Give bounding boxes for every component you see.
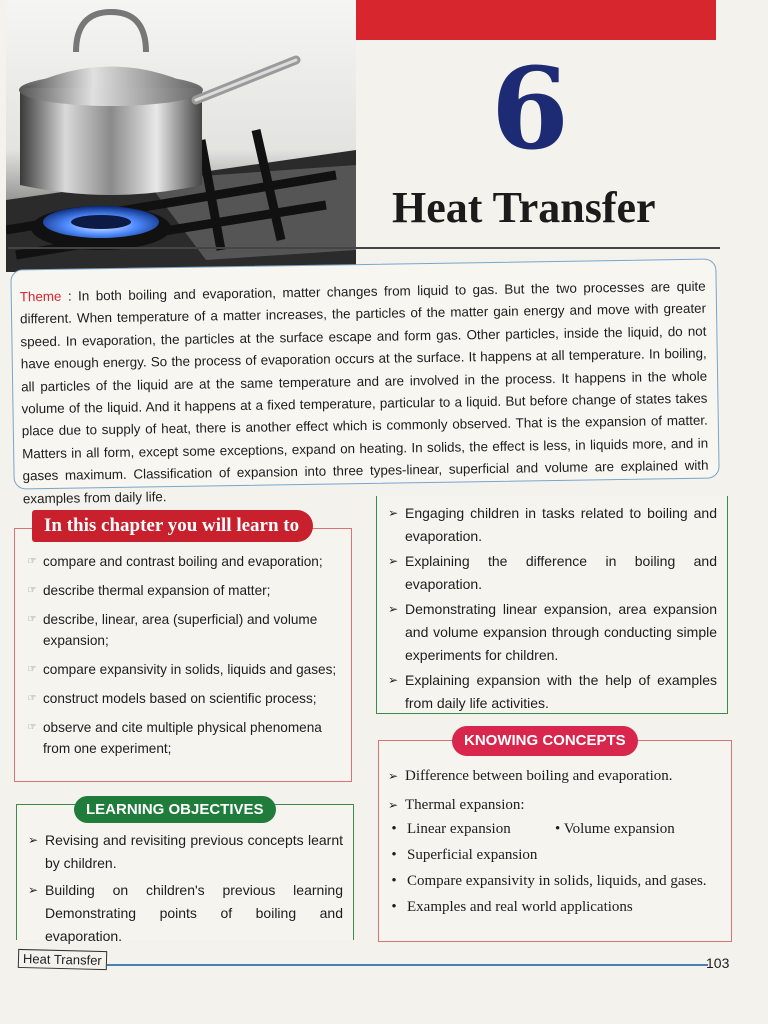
chapter-number: 6	[491, 44, 569, 175]
list-item: ➢ Demonstrating linear expansion, area expansion and volume expansion through conducting simple experiments for children.	[381, 598, 717, 667]
footer-divider	[100, 964, 708, 966]
list-item: • Examples and real world applications	[381, 897, 721, 918]
list-item: ➢ Revising and revisiting previous concepts learnt by children.	[21, 829, 343, 875]
learn-list	[15, 529, 351, 759]
list-item: ➢ Building on children's previous learning Demonstrating points of boiling and evaporation.	[21, 879, 343, 948]
concepts-list	[381, 765, 721, 918]
theme-box	[10, 258, 719, 507]
list-item: ➢ Explaining the difference in boiling and evaporation.	[381, 550, 717, 596]
top-red-banner	[352, 0, 716, 40]
pointer-icon: ☞	[27, 585, 37, 596]
bullet-icon: •	[391, 899, 397, 915]
pointer-icon: ☞	[27, 722, 37, 733]
arrow-bullet-icon: ➢	[27, 883, 39, 897]
concepts-box	[378, 740, 732, 942]
list-item: ☞ describe thermal expansion of matter;	[21, 580, 339, 601]
volume-expansion: • Volume expansion	[555, 821, 675, 837]
pointer-icon: ☞	[27, 614, 37, 625]
list-item: • Compare expansivity in solids, liquids, and gases.	[381, 871, 721, 892]
pointer-icon: ☞	[27, 556, 37, 567]
objectives-heading: LEARNING OBJECTIVES	[74, 796, 276, 823]
chapter-title: Heat Transfer	[392, 183, 656, 232]
bullet-icon: •	[391, 873, 397, 889]
objectives-list	[17, 805, 353, 948]
footer-chapter-label: Heat Transfer	[18, 949, 107, 970]
title-divider	[8, 247, 720, 249]
learn-heading: In this chapter you will learn to	[32, 510, 313, 542]
theme-label: Theme	[19, 288, 62, 305]
theme-text: : In both boiling and evaporation, matter changes from liquid to gas. But the two processes are quite different. When temperature of a matter increases, the particles of the matter gain energy and move with greater speed. In evaporation, the particles at the surface escape and form gas. Other particles, inside the liquid, do not have enough energy. So the process of evaporation occurs at the surface. It happens at all temperature. In boiling, all particles of the liquid are at the same temperature and are involved in the process. It happens in the whole volume of the liquid. And it happens at a fixed temperature, particular to a liquid. But before change of states takes place due to supply of heat, there is another effect which is commonly observed. That is the expansion of matter. Matters in all form, except some exceptions, expand on heating. In solids, the effect is less, in liquids more, and in gases maximum. Classification of expansion into three types-linear, superficial and volume are explained with examples from daily life.	[19, 278, 709, 507]
list-item: ☞ construct models based on scientific process;	[21, 688, 339, 709]
list-item: ☞ compare expansivity in solids, liquids and gases;	[21, 659, 339, 680]
arrow-bullet-icon: ➢	[27, 833, 39, 847]
arrow-bullet-icon: ➢	[387, 798, 399, 812]
saucepan-stove-photo	[6, 0, 356, 272]
arrow-bullet-icon: ➢	[387, 769, 399, 783]
list-item: ➢ Thermal expansion: • Linear expansion • Volume expansion • Superficial expansion • Compare expansivity in solids, liquids, and gases. • Examples and real world applications	[381, 794, 721, 918]
list-item: ☞ describe, linear, area (superficial) and volume expansion;	[21, 609, 339, 651]
tasks-list	[381, 502, 717, 715]
tasks-box	[376, 496, 728, 714]
list-item: • Linear expansion • Volume expansion	[381, 819, 721, 840]
page-number: 103	[706, 955, 730, 971]
list-item: ➢ Explaining expansion with the help of examples from daily life activities.	[381, 669, 717, 715]
concepts-heading: KNOWING CONCEPTS	[452, 726, 638, 756]
arrow-bullet-icon: ➢	[387, 602, 399, 616]
pointer-icon: ☞	[27, 664, 37, 675]
list-item: • Superficial expansion	[381, 845, 721, 866]
theme-paragraph	[20, 276, 709, 511]
concepts-sublist	[381, 819, 721, 918]
arrow-bullet-icon: ➢	[387, 673, 399, 687]
pointer-icon: ☞	[27, 693, 37, 704]
list-item: ➢ Difference between boiling and evaporation.	[381, 765, 721, 788]
learn-box	[14, 528, 352, 782]
arrow-bullet-icon: ➢	[387, 506, 399, 520]
bullet-icon: •	[391, 847, 397, 863]
arrow-bullet-icon: ➢	[387, 554, 399, 568]
bullet-icon: •	[391, 821, 397, 837]
list-item: ☞ compare and contrast boiling and evaporation;	[21, 551, 339, 572]
list-item: ☞ observe and cite multiple physical phenomena from one experiment;	[21, 717, 339, 759]
list-item: ➢ Engaging children in tasks related to boiling and evaporation.	[381, 502, 717, 548]
objectives-box	[16, 804, 354, 944]
